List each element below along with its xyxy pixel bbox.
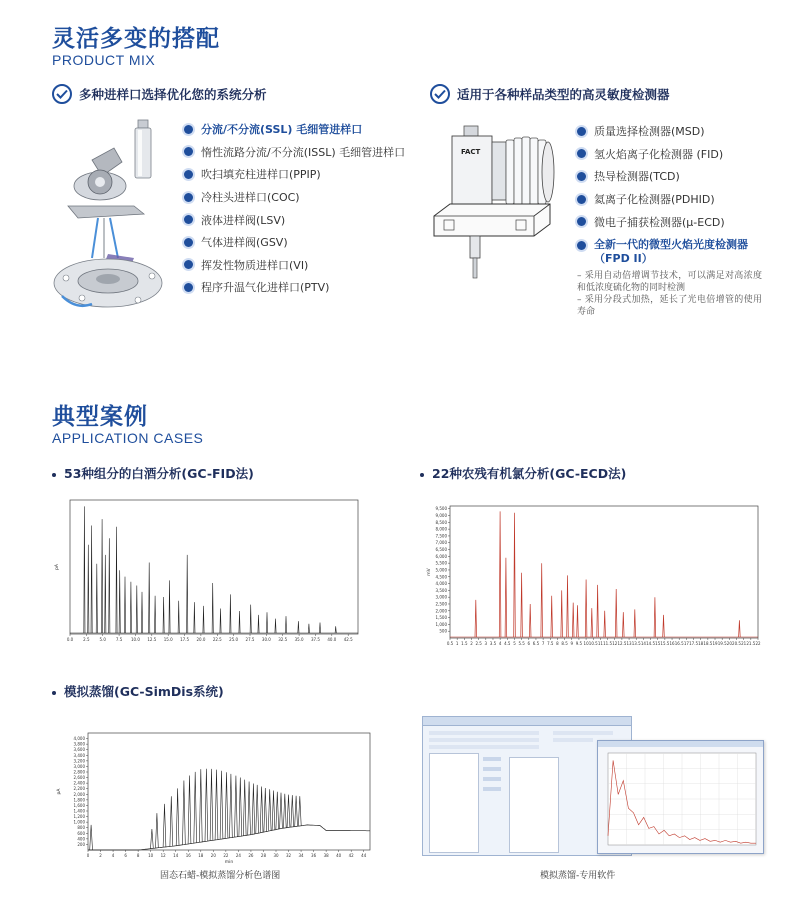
detector-item-tcd: 热导检测器(TCD) (577, 165, 725, 188)
chromatogram-peak (156, 813, 159, 848)
chromatogram-peak (248, 782, 251, 836)
chromatogram-peak (163, 597, 164, 633)
chromatogram-peak (188, 776, 191, 844)
y-tick-label: 6,000 (435, 553, 447, 559)
x-tick-label: 0 (86, 853, 90, 858)
bullet-icon (52, 691, 56, 695)
chromatogram-peak (591, 608, 593, 637)
chromatogram-peak (615, 589, 617, 637)
chromatogram-peak (225, 772, 228, 838)
x-tick-label: 16 (185, 853, 191, 858)
inlet-list (184, 118, 405, 299)
chromatogram-peak (287, 795, 290, 828)
x-tick-label: 4 (498, 641, 502, 646)
bullet-dot-icon (184, 147, 193, 156)
check-icon (430, 84, 450, 104)
y-tick-label: 2,800 (73, 769, 85, 775)
x-tick-label: 20.5 (732, 641, 741, 646)
bullet-dot-icon (577, 241, 586, 250)
bullet-dot-icon (184, 193, 193, 202)
y-axis-label: pA (57, 788, 62, 795)
y-tick-label: 3,500 (435, 587, 447, 593)
y-axis-label: pA (55, 564, 60, 570)
chromatogram-peak (514, 513, 516, 637)
x-tick-label: 32 (285, 853, 292, 858)
x-tick-label: 8 (556, 641, 559, 646)
y-tick-label: 3,000 (435, 594, 447, 600)
y-tick-label: 9,000 (435, 513, 447, 519)
chromatogram-peak (567, 575, 569, 637)
x-tick-label: 2.5 (475, 641, 482, 646)
x-tick-label: 40 (336, 853, 342, 858)
x-tick-label: 18 (198, 853, 204, 858)
x-tick-label: 2 (470, 641, 473, 646)
chromatogram-peak (169, 580, 170, 633)
x-tick-label: 17.5 (180, 637, 189, 642)
x-tick-label: 14 (173, 853, 179, 858)
inlet-item-ssl: 分流/不分流(SSL) 毛细管进样口 (184, 118, 405, 141)
chromatogram-peak (585, 580, 587, 638)
chromatogram-peak (276, 792, 279, 830)
section-subtitle-product-mix: PRODUCT MIX (52, 52, 156, 68)
chromatogram-peak (335, 626, 336, 633)
case-heading-simdis: 模拟蒸馏(GC-SimDis系统) (52, 682, 224, 700)
x-tick-label: 14 (640, 641, 646, 646)
chromatogram-peak (283, 794, 286, 828)
x-tick-label: 10 (148, 853, 154, 858)
chromatogram-peak (529, 604, 531, 637)
chromatogram-peak (230, 774, 233, 838)
chromatogram-peak (597, 585, 599, 637)
software-plot-window (597, 740, 764, 854)
chromatogram-peak (243, 780, 246, 836)
chromatogram-peak (264, 788, 267, 832)
chromatogram-peak (250, 605, 251, 633)
x-tick-label: 7 (541, 641, 545, 646)
chromatogram-peak (130, 582, 131, 633)
chromatogram-peak (88, 545, 89, 633)
chromatogram-peak (212, 583, 213, 633)
chromatogram-peak (266, 612, 267, 633)
plot-frame (70, 500, 358, 634)
chromatogram-peak (298, 621, 299, 633)
bullet-icon (52, 473, 56, 477)
x-tick-label: 5.5 (518, 641, 525, 646)
inlet-heading-text: 多种进样口选择优化您的系统分析 (79, 87, 267, 102)
x-tick-label: 8 (136, 853, 140, 858)
x-tick-label: 15.5 (660, 641, 670, 646)
inlet-item-ptv: 程序升温气化进样口(PTV) (184, 276, 405, 299)
chromatogram-peak (663, 615, 665, 637)
bullet-dot-icon (577, 172, 586, 181)
chromatogram-peak (561, 590, 563, 637)
chromatogram-peak (136, 586, 137, 634)
y-tick-label: 3,800 (73, 741, 85, 747)
x-tick-label: 2 (99, 853, 102, 858)
y-tick-label: 4,000 (73, 736, 85, 742)
inlet-item-lsv: 液体进样阀(LSV) (184, 208, 405, 231)
x-tick-label: 19.5 (717, 641, 727, 646)
x-tick-label: 40.0 (327, 637, 337, 642)
x-tick-label: 12 (160, 853, 166, 858)
detector-label: FACT (461, 148, 481, 156)
chromatogram-peak (151, 829, 154, 849)
chromatogram-peak (280, 793, 283, 829)
fpd-title: 全新一代的微型火焰光度检测器 （FPD II） (577, 238, 762, 266)
detector-item-ecd: 微电子捕获检测器(μ-ECD) (577, 210, 725, 233)
section-title-application-cases: 典型案例 (52, 404, 148, 430)
chromatogram-peak (102, 519, 103, 633)
chromatogram-peak (84, 506, 85, 633)
bullet-dot-icon (577, 149, 586, 158)
chromatogram-peak (551, 596, 553, 637)
y-tick-label: 2,000 (435, 608, 447, 614)
chromatogram-peak (623, 612, 625, 637)
x-tick-label: 4 (111, 853, 115, 858)
case-heading-ecd: 22种农残有机氯分析(GC-ECD法) (420, 464, 626, 482)
chromatogram-peak (205, 769, 208, 842)
caption-simdis-chart: 固态石蜡-模拟蒸馏分析色谱图 (160, 871, 281, 881)
chromatogram-peak (499, 511, 501, 637)
x-tick-label: 42 (348, 853, 354, 858)
chromatogram-peak (194, 602, 195, 633)
detector-illustration (430, 120, 565, 290)
chromatogram-peak (183, 781, 186, 845)
x-tick-label: 12.5 (617, 641, 627, 646)
x-tick-label: 34 (298, 853, 304, 858)
y-tick-label: 600 (77, 830, 85, 836)
chromatogram-peak (178, 601, 179, 633)
chromatogram-peak (163, 804, 166, 847)
y-tick-label: 1,600 (73, 802, 85, 808)
x-tick-label: 16.5 (674, 641, 684, 646)
chromatogram-peak (260, 787, 263, 833)
chromatogram-peak (91, 526, 92, 634)
inlet-item-vi: 挥发性物质进样口(VI) (184, 254, 405, 277)
x-tick-label: 20.0 (196, 637, 206, 642)
y-tick-label: 800 (77, 825, 85, 831)
x-tick-label: 5 (513, 641, 516, 646)
chromatogram-peak (295, 796, 298, 827)
x-tick-label: 0.5 (446, 641, 454, 646)
y-tick-label: 8,000 (435, 526, 447, 532)
chromatogram-peak (256, 785, 259, 834)
y-tick-label: 1,000 (435, 621, 447, 627)
chromatogram-peak (319, 623, 320, 634)
x-tick-label: 5.0 (99, 637, 106, 642)
x-tick-label: 15.0 (163, 637, 173, 642)
x-tick-label: 6 (124, 853, 127, 858)
y-tick-label: 1,000 (73, 819, 85, 825)
detector-item-msd: 质量选择检测器(MSD) (577, 120, 725, 143)
x-tick-label: 11 (597, 641, 603, 646)
chromatogram-peak (235, 776, 238, 837)
chromatogram-peak (155, 596, 156, 633)
x-tick-label: 28 (260, 853, 267, 858)
x-tick-label: 9.5 (575, 641, 583, 646)
chromatogram-peak (308, 624, 309, 633)
inlet-heading (52, 84, 267, 104)
x-tick-label: 14.5 (646, 641, 656, 646)
x-tick-label: 21.5 (746, 641, 756, 646)
chromatogram-peak (116, 527, 117, 633)
x-tick-label: 3.5 (489, 641, 497, 646)
x-tick-label: 30.0 (261, 637, 271, 642)
chromatogram-peak (739, 620, 741, 637)
chromatogram-peak (239, 778, 242, 837)
bullet-dot-icon (184, 260, 193, 269)
x-tick-label: 10.5 (588, 641, 598, 646)
chromatogram-peak (141, 592, 142, 633)
chromatogram-peak (654, 597, 656, 637)
chromatogram-peak (176, 788, 179, 845)
chromatogram-peak (203, 606, 204, 633)
bullet-icon (420, 473, 424, 477)
software-tabs (423, 717, 631, 726)
y-tick-label: 2,500 (435, 601, 447, 607)
chromatogram-peak (109, 538, 110, 633)
x-tick-label: 21 (741, 641, 747, 646)
y-tick-label: 3,200 (73, 758, 85, 764)
chromatogram-peak (96, 564, 97, 633)
x-tick-label: 13 (626, 641, 632, 646)
x-tick-label: 24 (235, 853, 241, 858)
chromatogram-peak (220, 609, 221, 634)
chart-software (598, 747, 763, 853)
bullet-dot-icon (577, 217, 586, 226)
chromatogram-peak (285, 616, 286, 633)
inlet-item-ppip: 吹扫填充柱进样口(PPIP) (184, 163, 405, 186)
x-tick-label: 0.0 (66, 637, 74, 642)
y-tick-label: 200 (77, 841, 85, 847)
x-tick-label: 37.5 (311, 637, 320, 642)
x-tick-label: 36 (311, 853, 317, 858)
x-tick-label: 22 (223, 853, 229, 858)
y-tick-label: 2,200 (73, 786, 85, 792)
fpd-block (577, 238, 762, 318)
fpd-description: – 采用自动倍增调节技术，可以满足对高浓度和低浓度硫化物的同时检测 – 采用分段式加热，延长了光电倍增管的使用寿命 (577, 271, 762, 317)
chromatogram-peak (119, 570, 120, 633)
x-tick-label: 38 (323, 853, 329, 858)
y-tick-label: 9,500 (435, 506, 447, 512)
y-tick-label: 2,000 (73, 791, 85, 797)
y-tick-label: 7,000 (435, 540, 447, 546)
y-tick-label: 3,600 (73, 747, 85, 753)
bullet-dot-icon (184, 283, 193, 292)
y-tick-label: 8,500 (435, 519, 447, 525)
chromatogram-peak (258, 615, 259, 633)
detector-list (577, 120, 725, 233)
chromatogram-peak (268, 789, 271, 831)
x-tick-label: 27.5 (245, 637, 255, 642)
chromatogram-peak (634, 609, 636, 637)
check-icon (52, 84, 72, 104)
chromatogram-peak (124, 577, 125, 633)
bullet-dot-icon (184, 215, 193, 224)
x-tick-label: 17 (683, 641, 689, 646)
bullet-dot-icon (184, 125, 193, 134)
detector-heading (430, 84, 670, 104)
detector-item-fid: 氢火焰离子化检测器 (FID) (577, 143, 725, 166)
x-tick-label: 15 (655, 641, 661, 646)
chromatogram-peak (577, 605, 579, 637)
case-heading-fid: 53种组分的白酒分析(GC-FID法) (52, 464, 254, 482)
inlet-item-gsv: 气体进样阀(GSV) (184, 231, 405, 254)
detector-item-pdhid: 氦离子化检测器(PDHID) (577, 188, 725, 211)
chromatogram-peak (215, 770, 218, 840)
chromatogram-peak (230, 594, 231, 633)
x-tick-label: 18 (698, 641, 704, 646)
chromatogram-peak (275, 619, 276, 633)
x-tick-label: 19 (712, 641, 718, 646)
detector-heading-text: 适用于各种样品类型的高灵敏度检测器 (457, 87, 670, 102)
plot-frame (88, 733, 370, 850)
x-tick-label: 12.5 (147, 637, 157, 642)
y-tick-label: 500 (439, 628, 447, 634)
x-tick-label: 7.5 (115, 637, 123, 642)
x-tick-label: 44 (361, 853, 367, 858)
y-tick-label: 1,500 (435, 615, 447, 621)
x-tick-label: 6 (527, 641, 531, 646)
bullet-dot-icon (577, 127, 586, 136)
chromatogram-peak (572, 603, 574, 637)
chromatogram-peak (291, 795, 294, 827)
chromatogram-peak (272, 791, 275, 831)
chromatogram-peak (521, 573, 523, 637)
y-tick-label: 4,500 (435, 574, 447, 580)
y-tick-label: 3,400 (73, 752, 85, 758)
chromatogram-peak (194, 772, 197, 843)
chromatogram-peak (505, 558, 507, 637)
y-tick-label: 2,600 (73, 775, 85, 781)
chromatogram-peak (170, 796, 173, 846)
x-tick-label: 12 (612, 641, 618, 646)
chromatogram-peak (210, 769, 213, 841)
chromatogram-peak (475, 600, 477, 637)
y-tick-label: 1,400 (73, 808, 85, 814)
baseline-trace (88, 825, 370, 850)
x-tick-label: 7.5 (547, 641, 554, 646)
y-tick-label: 6,500 (435, 547, 447, 553)
x-tick-label: 9 (570, 641, 574, 646)
inlet-item-coc: 冷柱头进样口(COC) (184, 186, 405, 209)
bullet-dot-icon (184, 238, 193, 247)
chromatogram-peak (220, 771, 223, 839)
bullet-dot-icon (577, 195, 586, 204)
y-tick-label: 2,400 (73, 780, 85, 786)
inlet-item-issl: 惰性流路分流/不分流(ISSL) 毛细管进样口 (184, 141, 405, 164)
section-title-product-mix: 灵活多变的搭配 (52, 26, 220, 52)
y-tick-label: 3,000 (73, 763, 85, 769)
x-tick-label: 17.5 (689, 641, 698, 646)
y-tick-label: 7,500 (435, 533, 447, 539)
caption-software: 模拟蒸馏-专用软件 (540, 871, 616, 881)
y-tick-label: 1,800 (73, 797, 85, 803)
y-tick-label: 4,000 (435, 581, 447, 587)
x-tick-label: 25.0 (229, 637, 239, 642)
chromatogram-peak (298, 796, 301, 826)
x-tick-label: 18.5 (703, 641, 713, 646)
chart-simdis (52, 727, 374, 864)
x-tick-label: 10 (583, 641, 589, 646)
x-tick-label: 26 (248, 853, 254, 858)
x-tick-label: 8.5 (561, 641, 568, 646)
chromatogram-peak (252, 784, 255, 835)
x-tick-label: 1 (455, 641, 459, 646)
chromatogram-peak (90, 825, 93, 850)
chromatogram-peak (604, 611, 606, 637)
x-tick-label: 3 (484, 641, 488, 646)
chromatogram-peak (187, 555, 188, 633)
bullet-dot-icon (184, 170, 193, 179)
y-tick-label: 5,000 (435, 567, 447, 573)
x-tick-label: 20 (726, 641, 732, 646)
chromatogram-peak (239, 611, 240, 633)
y-axis-label: mV (427, 568, 432, 576)
x-tick-label: 30 (273, 853, 279, 858)
x-tick-label: 10.0 (131, 637, 140, 642)
x-axis-label: min (224, 860, 234, 864)
x-tick-label: 35.0 (294, 637, 304, 642)
x-tick-label: 22.5 (212, 637, 222, 642)
section-subtitle-application-cases: APPLICATION CASES (52, 430, 204, 446)
x-tick-label: 11.5 (603, 641, 613, 646)
y-tick-label: 400 (77, 836, 85, 842)
chart-fid (52, 494, 364, 648)
chart-ecd (424, 500, 762, 652)
chromatogram-peak (149, 563, 150, 634)
x-tick-label: 6.5 (532, 641, 540, 646)
x-tick-label: 32.5 (278, 637, 288, 642)
chromatogram-peak (199, 769, 202, 842)
x-tick-label: 13.5 (631, 641, 641, 646)
x-tick-label: 22 (755, 641, 761, 646)
x-tick-label: 4.5 (504, 641, 511, 646)
chromatogram-peak (105, 555, 106, 633)
chromatogram-peak (541, 563, 543, 637)
x-tick-label: 1.5 (461, 641, 468, 646)
x-tick-label: 42.5 (343, 637, 353, 642)
x-tick-label: 2.5 (83, 637, 90, 642)
inlet-illustration (52, 118, 177, 318)
y-tick-label: 1,200 (73, 814, 85, 820)
x-tick-label: 16 (669, 641, 675, 646)
y-tick-label: 5,500 (435, 560, 447, 566)
plot-frame (450, 506, 758, 638)
x-tick-label: 20 (210, 853, 216, 858)
